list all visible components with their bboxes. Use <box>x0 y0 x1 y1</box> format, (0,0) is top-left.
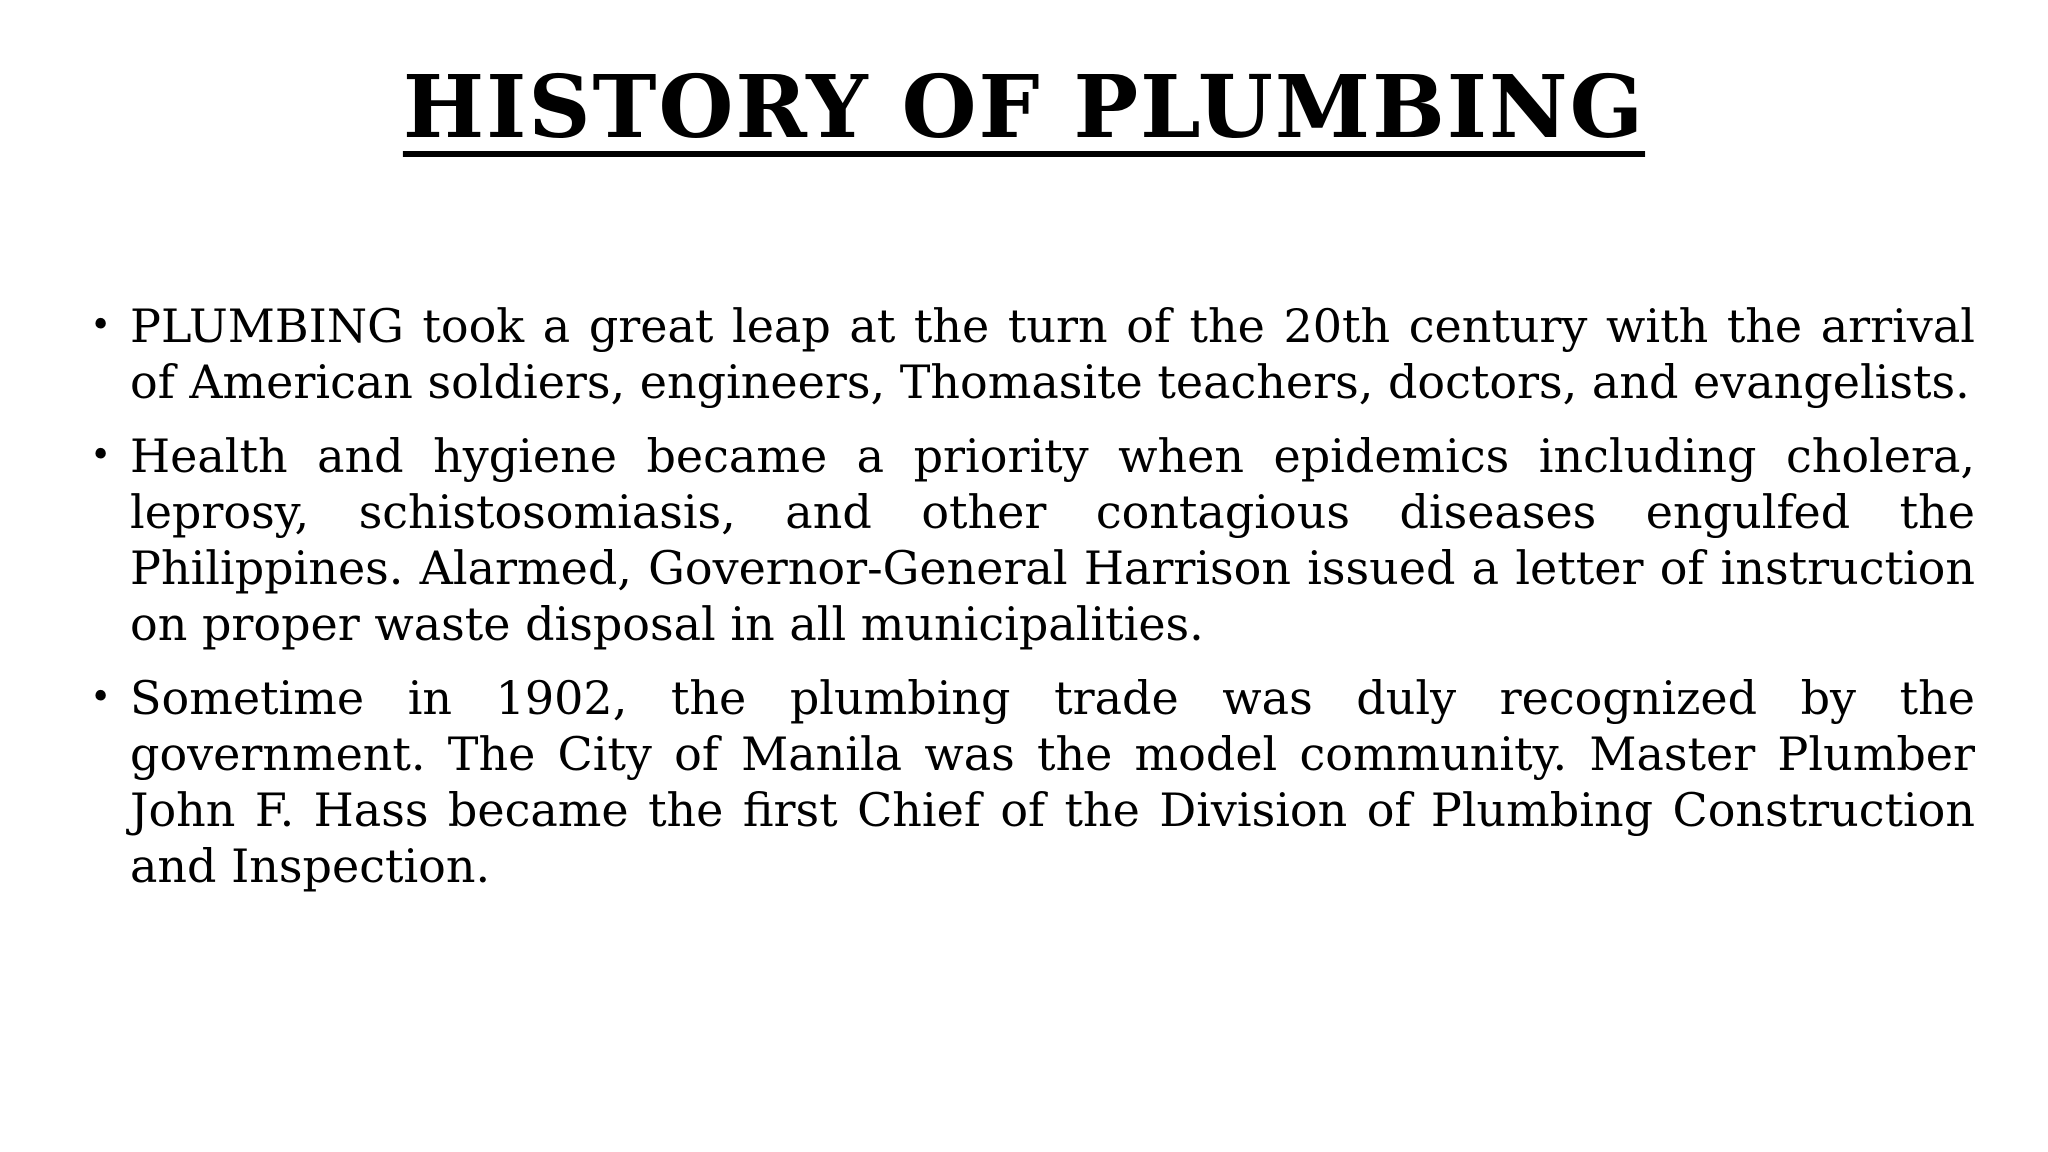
bullet-item <box>90 428 1975 652</box>
bullet-text: Sometime in 1902, the plumbing trade was duly recognized by the government. The City of Manila was the model community. Master Plumber John F. Hass became the first Chief of the Division of Plumbing Construction and Inspection. <box>130 671 1975 893</box>
slide-title: HISTORY OF PLUMBING <box>402 57 1646 158</box>
bullet-marker: • <box>90 677 112 718</box>
bullet-marker: • <box>90 305 112 346</box>
bullet-item <box>90 298 1975 410</box>
bullet-text: PLUMBING took a great leap at the turn of the 20th century with the arrival of American soldiers, engineers, Thomasite teachers, doctors, and evangelists. <box>130 299 1975 409</box>
bullet-marker: • <box>90 435 112 476</box>
bullet-item <box>90 670 1975 894</box>
bullet-text: Health and hygiene became a priority when epidemics including cholera, leprosy, schistosomiasis, and other contagious diseases engulfed the Philippines. Alarmed, Governor-General Harrison issued a letter of instruction on proper waste disposal in all municipalities. <box>130 429 1975 651</box>
bullet-list <box>90 298 1975 912</box>
